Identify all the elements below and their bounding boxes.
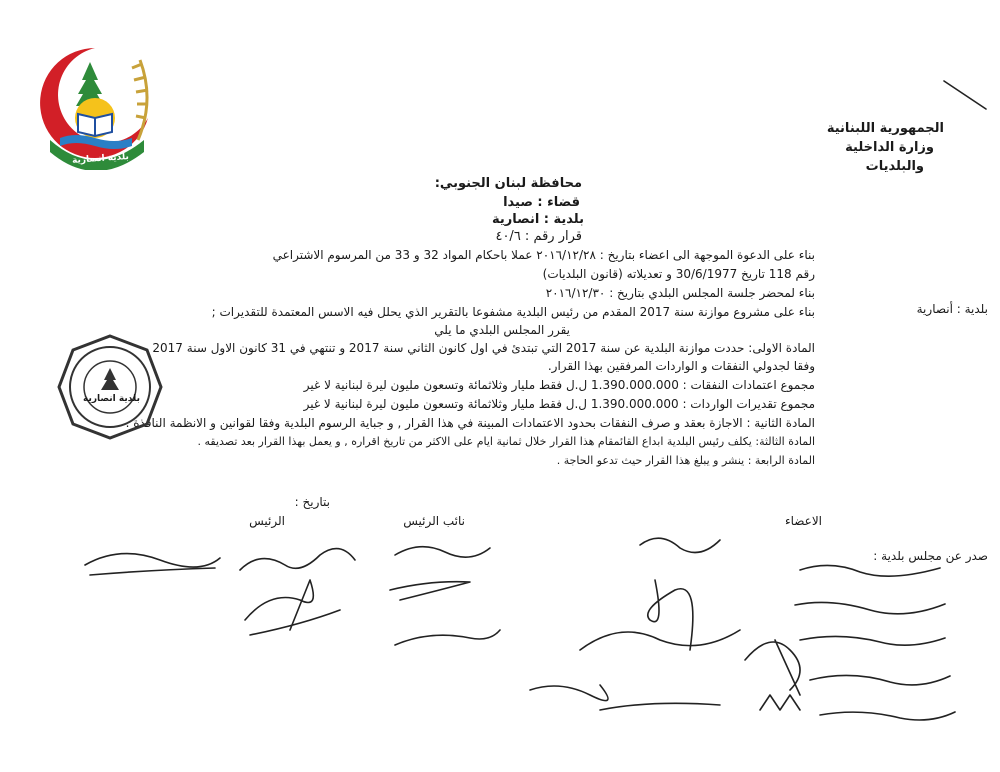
article-3: المادة الثالثة: يكلف رئيس البلدية ابداع القائمقام هذا القرار خلال ثمانية ايام على الاكثر من تاريخ اقراره , و يعمل بهذا القرار بعد تصديقه . xyxy=(197,435,815,448)
stamp-text: بلدية انصارية xyxy=(83,394,140,404)
article-1-line-1: المادة الاولى: حددت موازنة البلدية عن سنة 2017 التي تبتدئ في اول كانون الثاني سنة 2017 و تنتهي في 31 كانون الاول سنة 2017 xyxy=(152,341,815,355)
body-line-4: بناء على مشروع موازنة سنة 2017 المقدم من رئيس البلدية مشفوعا بالتقرير الذي يحلل فيه الاسس المعتمدة للتقديرات ; xyxy=(211,305,815,319)
president-label: الرئيس xyxy=(249,514,285,528)
margin-note: بلدية : أنصارية xyxy=(916,302,988,316)
issued-by-label: صدر عن مجلس بلدية : xyxy=(873,549,988,563)
governorate-line: محافظة لبنان الجنوبي: xyxy=(434,176,582,191)
signature-date-label: بتاريخ : xyxy=(294,495,330,509)
article-2: المادة الثانية : الاجازة بعقد و صرف النفقات بحدود الاعتمادات المبينة في هذا القرار , و جباية الرسوم البلدية وفقا لقوانين و الانظمة النافذة . xyxy=(125,416,815,430)
municipality-line: بلدية : انصارية xyxy=(492,212,584,227)
members-label: الاعضاء xyxy=(784,514,822,528)
revenues-total: مجموع تقديرات الواردات : 1.390.000.000 ل.ل فقط مليار وثلاثمائة وتسعون مليون ليرة لبنانية لا غير xyxy=(303,397,815,411)
district-line: قضاء : صيدا xyxy=(503,195,580,210)
ministry-title: وزارة الداخلية xyxy=(845,140,934,155)
handwritten-signatures xyxy=(0,520,1000,770)
body-line-1: بناء على الدعوة الموجهة الى اعضاء بتاريخ : ٢٠١٦/١٢/٢٨ عملا باحكام المواد 32 و 33 من المرسوم الاشتراعي xyxy=(272,248,815,262)
vice-president-label: نائب الرئيس xyxy=(403,514,465,528)
municipalities-title: والبلديات xyxy=(865,159,924,174)
pen-mark xyxy=(940,75,990,115)
article-4: المادة الرابعة : ينشر و يبلغ هذا القرار حيث تدعو الحاجة . xyxy=(556,454,815,467)
body-line-3: بناء لمحضر جلسة المجلس البلدي بتاريخ : ٢٠١٦/١٢/٣٠ xyxy=(545,286,815,300)
republic-title: الجمهورية اللبنانية xyxy=(826,121,944,136)
official-stamp xyxy=(55,332,165,442)
expenses-total: مجموع اعتمادات النفقات : 1.390.000.000 ل.ل فقط مليار وثلاثمائة وتسعون مليون ليرة لبنانية لا غير xyxy=(303,378,815,392)
article-1-line-2: وفقا لجدولي النفقات و الواردات المرفقين بهذا القرار. xyxy=(547,359,815,373)
municipality-logo xyxy=(20,40,170,170)
body-line-2: رقم 118 تاريخ 30/6/1977 و تعديلاته (قانون البلديات) xyxy=(542,267,815,281)
body-line-5: يقرر المجلس البلدي ما يلي xyxy=(434,323,570,337)
logo-text: بلدية انصارية xyxy=(71,152,130,166)
decision-number: قرار رقم : ٤٠/٦ xyxy=(495,229,582,244)
